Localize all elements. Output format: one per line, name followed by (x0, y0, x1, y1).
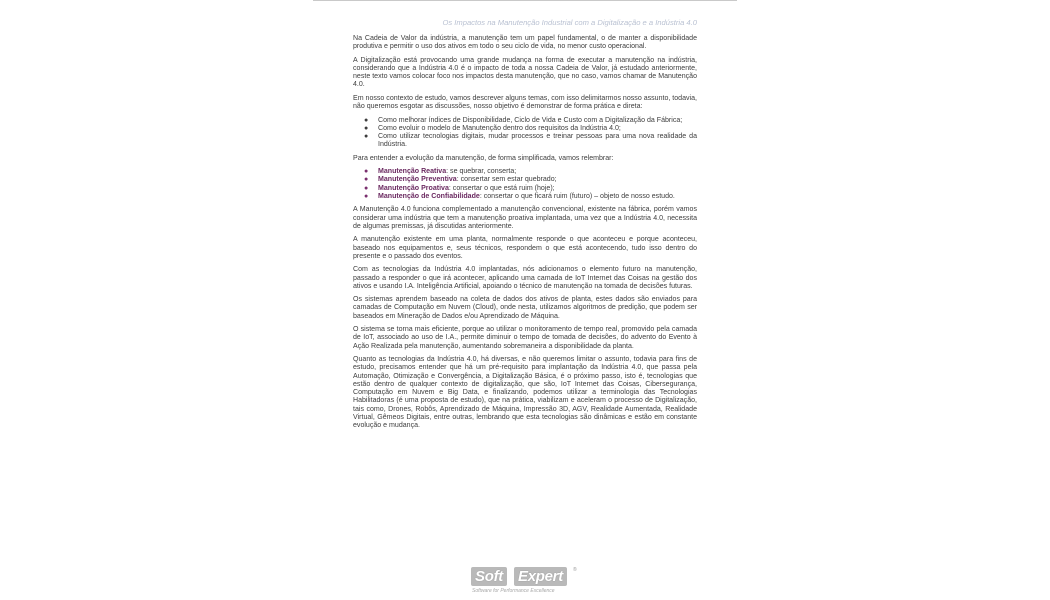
paragraph-10: Quanto as tecnologias da Indústria 4.0, há diversas, e não queremos limitar o assunto, todavia para fins de estudo, precisamos entender que há um pré-requisito para implantação da Indústria 4.0, que passa pela Automação, Otimização e Convergência, a Digitalização Básica, é o próximo passo, isto é, tecnologias que estão dentro de qualquer contexto de digitalização, que são, IoT Internet das Coisas, Cibersegurança, Computação em Nuvem e Big Data, e finalizando, podemos utilizar a terminologia das Tecnologias Habilitadoras (é uma proposta de estudo), que na prática, viabilizam e aceleram o processo de Digitalização, tais como, Drones, Robôs, Aprendizado de Máquina, Impressão 3D, AGV, Realidade Aumentada, Realidade Virtual, Gêmeos Digitais, entre outras, lembrando que esta tecnologias são dinâmicas e estão em constante evolução e mudança. (353, 356, 697, 430)
document-body (353, 35, 697, 436)
paragraph-6: A manutenção existente em uma planta, normalmente responde o que aconteceu e porque aconteceu, baseado nos equipamentos e, seus técnicos, respondem o que está acontecendo, tudo isso dentro do presente e o passado dos eventos. (353, 236, 697, 260)
paragraph-5: A Manutenção 4.0 funciona complementado a manutenção convencional, existente na fábrica, porém vamos considerar uma indústria que tem a manutenção proativa implantada, uma vez que a Indústria 4.0, necessita de algumas premissas, já discutidas anteriormente. (353, 206, 697, 230)
logo-word-soft: Soft (471, 567, 507, 586)
term-label: Manutenção de Confiabilidade (378, 192, 480, 200)
term-label: Manutenção Reativa (378, 168, 447, 176)
bullet-icon: ● (364, 133, 369, 141)
bullet-icon: ● (364, 168, 369, 176)
logo-word-expert: Expert (514, 567, 567, 586)
bullet-icon: ● (364, 176, 369, 184)
paragraph-8: Os sistemas aprendem baseado na coleta de dados dos ativos de planta, estes dados são enviados para camadas de Computação em Nuvem (Cloud), onde nesta, utilizamos algoritmos de predição, que podem ser baseados em Mineração de Dados e/ou Aprendizado de Máquina. (353, 296, 697, 320)
bullet-icon: ● (364, 184, 369, 192)
list-item: ● Manutenção de Confiabilidade: consertar o que ficará ruim (futuro) – objeto de nosso estudo. (364, 192, 675, 200)
document-page (313, 0, 737, 600)
paragraph-4: Para entender a evolução da manutenção, de forma simplificada, vamos relembrar: (353, 154, 614, 162)
logo-tagline: Software for Performance Excellence (472, 588, 555, 594)
paragraph-1: Na Cadeia de Valor da indústria, a manutenção tem um papel fundamental, o de manter a disponibilidade produtiva e permitir o uso dos ativos em todo o seu ciclo de vida, no menor custo operacional. (353, 35, 697, 51)
paragraph-7: Com as tecnologias da Indústria 4.0 implantadas, nós adicionamos o elemento futuro na manutenção, passado a responder o que irá acontecer, aplicando uma camada de IoT Internet das Coisas na gestão dos ativos e usando I.A. Inteligência Artificial, apoiando o técnico de manutenção na tomada de decisões futuras. (353, 266, 697, 290)
paragraph-3: Em nosso contexto de estudo, vamos descrever alguns temas, com isso delimitarmos nosso assunto, todavia, não queremos esgotar as discussões, nosso objetivo é demonstrar de forma prática e direta: (353, 94, 697, 111)
running-header: Os Impactos na Manutenção Industrial com a Digitalização e a Indústria 4.0 (442, 18, 697, 27)
list-item: ● Como evoluir o modelo de Manutenção dentro dos requisitos da Indústria 4.0; (364, 124, 621, 132)
bullet-icon: ● (364, 124, 369, 132)
list-item: ● Como melhorar índices de Disponibilidade, Ciclo de Vida e Custo com a Digitalização da Fábrica; (364, 116, 683, 124)
list-item: ● Manutenção Preventiva: consertar sem estar quebrado; (364, 176, 557, 184)
list-item: ● Como utilizar tecnologias digitais, mudar processos e treinar pessoas para uma nova realidade da Indústria. (364, 133, 697, 149)
paragraph-9: O sistema se torna mais eficiente, porque ao utilizar o monitoramento de tempo real, promovido pela camada de IoT, associado ao uso de I.A., permite diminuir o tempo de tomada de decisões, do advento do Evento à Ação Realizada pela manutenção, aumentando sobremaneira a disponibilidade da planta. (353, 326, 697, 350)
paragraph-2: A Digitalização está provocando uma grande mudança na forma de executar a manutenção na indústria, considerando que a Indústria 4.0 é o impacto de toda a nossa Cadeia de Valor, já estudado anteriormente, neste texto vamos colocar foco nos impactos desta manutenção, que no caso, vamos chamar de Manutenção 4.0. (353, 56, 697, 89)
bullet-icon: ● (364, 116, 369, 124)
term-label: Manutenção Preventiva (378, 176, 457, 184)
list-item: ● Manutenção Proativa: consertar o que está ruim (hoje); (364, 184, 555, 192)
maintenance-types-list (353, 168, 697, 201)
bullet-icon: ● (364, 192, 369, 200)
softexpert-logo (471, 567, 581, 597)
list-item: ● Manutenção Reativa: se quebrar, conserta; (364, 168, 517, 176)
registered-mark: ® (573, 567, 577, 573)
term-label: Manutenção Proativa (378, 184, 449, 192)
objectives-list (353, 117, 697, 150)
